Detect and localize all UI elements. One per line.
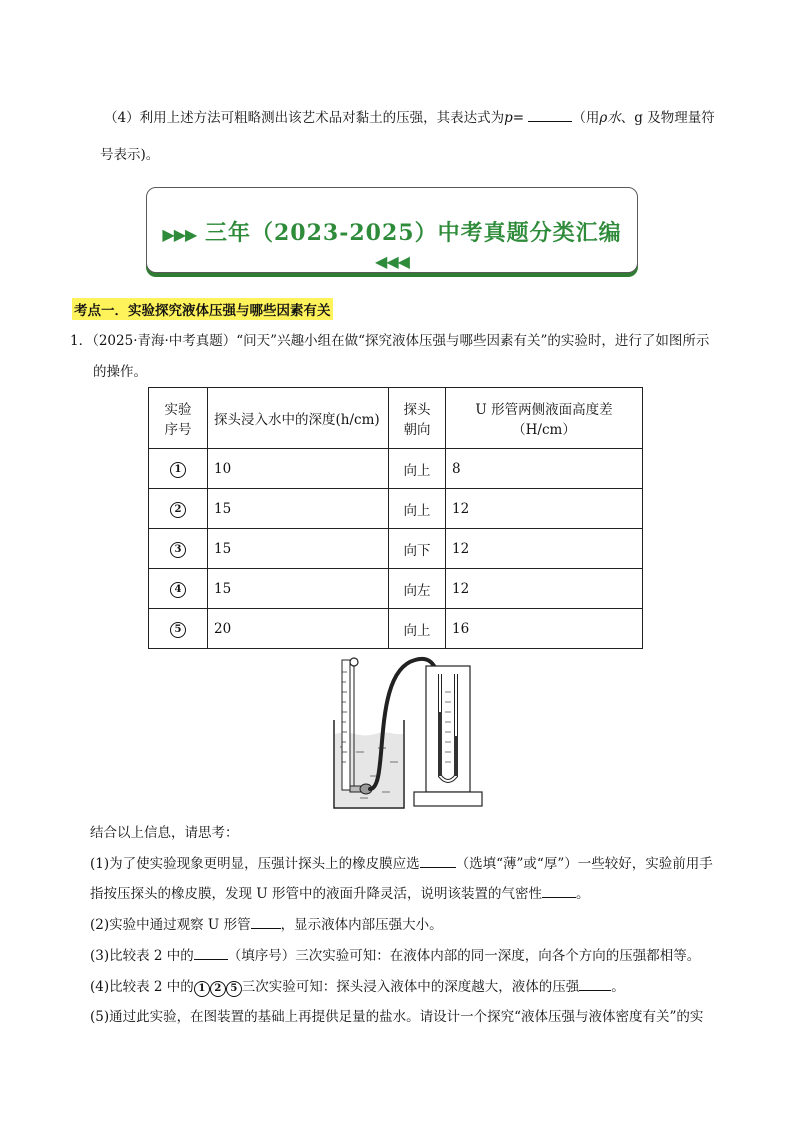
header-direction: 探头 朝向 — [389, 388, 446, 449]
cell-height-diff: 12 — [446, 529, 643, 569]
subquestion-4: (4)比较表 2 中的 1 2 5 三次实验可知：探头浸入液体中的深度越大，液体的压强 。 — [90, 976, 625, 997]
cell-depth: 20 — [208, 609, 389, 649]
right-arrows-icon: ▶▶▶ — [162, 225, 197, 244]
table-header-row — [149, 388, 643, 449]
answer-blank[interactable] — [579, 976, 611, 991]
q4-text-a: （4）利用上述方法可粗略测出该艺术品对黏土的压强，其表达式为 — [104, 110, 505, 126]
row-number-badge: 2 — [170, 502, 186, 518]
question-1-line-1: 1．（2025·青海·中考真题）“问天”兴趣小组在做“探究液体压强与哪些因素有关”的实验时，进行了如图所示 — [70, 333, 710, 349]
row-number-badge: 2 — [210, 981, 226, 997]
question-1-line-2: 的操作。 — [93, 364, 147, 380]
topic-heading: 考点一．实验探究液体压强与哪些因素有关 — [72, 298, 333, 320]
cell-direction: 向上 — [389, 489, 446, 529]
table-row — [149, 529, 643, 569]
section-banner — [146, 187, 638, 273]
q4-equals: = — [512, 110, 525, 126]
cell-direction: 向上 — [389, 609, 446, 649]
table-row — [149, 449, 643, 489]
q4-text-c: （用 — [572, 110, 600, 126]
answer-blank[interactable] — [528, 107, 572, 122]
answer-blank[interactable] — [420, 853, 456, 868]
cell-height-diff: 12 — [446, 569, 643, 609]
row-number-badge: 4 — [170, 582, 186, 598]
think-prompt: 结合以上信息，请思考： — [90, 825, 239, 841]
q4-symbol-rho: ρ水 — [599, 110, 621, 126]
row-number-badge: 3 — [170, 542, 186, 558]
header-experiment-no: 实验 序号 — [149, 388, 208, 449]
cell-depth: 15 — [208, 489, 389, 529]
cell-direction: 向下 — [389, 529, 446, 569]
answer-blank[interactable] — [251, 914, 281, 929]
table-row — [149, 609, 643, 649]
cell-direction: 向左 — [389, 569, 446, 609]
answer-blank[interactable] — [194, 945, 228, 960]
banner-title: 三年（2023-2025）中考真题分类汇编 — [205, 220, 622, 246]
row-number-badge: 5 — [226, 981, 242, 997]
row-number-badge: 5 — [170, 622, 186, 638]
u-tube-manometer-icon — [414, 666, 482, 806]
table-row — [149, 569, 643, 609]
subquestion-2: (2)实验中通过观察 U 形管 ，显示液体内部压强大小。 — [90, 914, 443, 935]
header-depth: 探头浸入水中的深度(h/cm) — [208, 388, 389, 449]
subquestion-1-line-1: (1)为了使实验现象更明显，压强计探头上的橡皮膜应选 （选填“薄”或“厚”）一些较好，实验前用手 — [90, 853, 713, 874]
q4-symbol-p: p — [504, 110, 513, 126]
question-4-line-2: 号表示)。 — [100, 147, 160, 163]
question-4-line-1 — [104, 107, 715, 128]
experiment-table — [148, 387, 643, 649]
subquestion-3: (3)比较表 2 中的 （填序号）三次实验可知：在液体内部的同一深度，向各个方向的压强都相等。 — [90, 945, 700, 966]
cell-height-diff: 12 — [446, 489, 643, 529]
cell-direction: 向上 — [389, 449, 446, 489]
cell-depth: 15 — [208, 569, 389, 609]
answer-blank[interactable] — [542, 883, 576, 898]
left-arrows-icon: ◀◀◀ — [375, 252, 409, 271]
cell-depth: 10 — [208, 449, 389, 489]
q4-text-d: 、g 及物理量符 — [620, 110, 715, 126]
table-row — [149, 489, 643, 529]
subquestion-1-line-2: 指按压探头的橡皮膜，发现 U 形管中的液面升降灵活，说明该装置的气密性 。 — [90, 883, 589, 904]
cell-depth: 15 — [208, 529, 389, 569]
row-number-badge: 1 — [170, 462, 186, 478]
row-number-badge: 1 — [194, 981, 210, 997]
cell-height-diff: 8 — [446, 449, 643, 489]
header-height-diff: U 形管两侧液面高度差 （H/cm） — [446, 388, 643, 449]
subquestion-5: (5)通过此实验，在图装置的基础上再提供足量的盐水。请设计一个探究“液体压强与液体密度有关”的实 — [90, 1009, 704, 1025]
pressure-gauge-apparatus-figure — [330, 652, 500, 810]
cell-height-diff: 16 — [446, 609, 643, 649]
